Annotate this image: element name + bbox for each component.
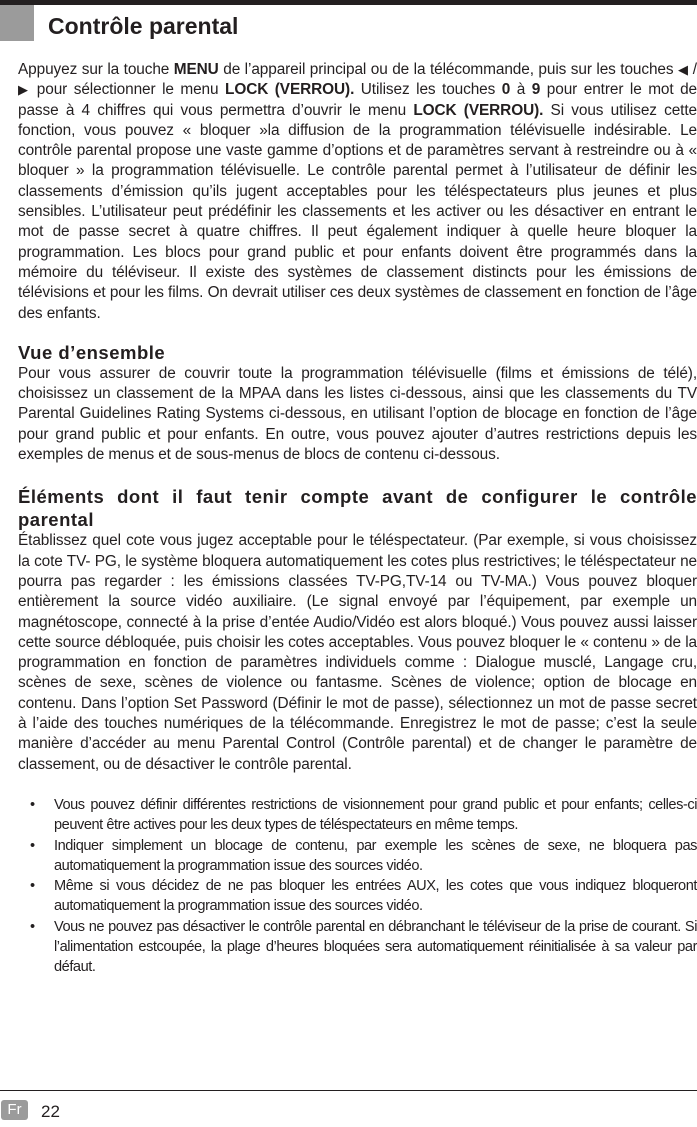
menu-key-label: MENU (173, 61, 219, 78)
overview-paragraph: Pour vous assurer de couvrir toute la programmation télévisuelle (films et émissions de télé), choisissez un classement de la MPAA dans les listes ci-dessous, ainsi que les classements du TV Parental Guidelines Rating Systems ci-dessous, en utilisant l’option de blocage en fonction de l’âge pour grand public et pour enfants. En outre, vous pouvez ajouter d’autres restrictions depuis les exemples de menus et de sous-menus de blocs de contenu ci-dessous. (18, 364, 697, 464)
lock-menu-label: LOCK (VERROU). (225, 81, 355, 99)
page-number: 22 (41, 1102, 60, 1121)
header-accent-box (0, 5, 34, 41)
footer-rule (0, 1090, 697, 1091)
intro-paragraph: Appuyez sur la touche MENU de l’appareil principal ou de la télécommande, puis sur les touches ◀ / ▶ pour sélectionner le menu LOCK (VERROU). Utilisez les touches 0 à 9 pour entrer le mot de passe à 4 chiffres qui vous permettra d’ouvrir le menu LOCK (VERROU). Si vous utilisez cette fonction, vous pouvez « bloquer »la diffusion de la programmation télévisuelle indésirable. Le contrôle parental propose une vaste gamme d’options et de paramètres servant à restreindre ou à « bloquer » la programmation télévisuelle. Le contrôle parental permet à l’utilisateur de définir les classements d’émission qu’ils jugent acceptables pour les téléspectateurs plus jeunes et plus sensibles. L’utilisateur peut prédéfinir les classements et les activer ou les désactiver en entrant le mot de passe secret à quatre chiffres. Il peut également indiquer à quelle heure bloquer la programmation. Les blocs pour grand public et pour enfants doivent être programmés dans la mémoire du téléviseur. Il existe des systèmes de classement distincts pour les émissions de télévisions et pour les films. On devrait utiliser ces deux systèmes de classement en fonction de l’âge des enfants. (18, 61, 697, 322)
page-content (18, 60, 697, 978)
lock-menu-label-2: LOCK (VERROU). (413, 101, 544, 119)
key-zero-label: 0 (501, 81, 511, 99)
language-badge: Fr (1, 1100, 28, 1120)
top-rule (0, 0, 697, 5)
list-item: • Indiquer simplement un blocage de contenu, par exemple les scènes de sexe, ne bloquera pas automatiquement la programmation issue des sources vidéo. (18, 836, 697, 877)
key-nine-label: 9 (531, 81, 541, 99)
considerations-paragraph: Établissez quel cote vous jugez acceptable pour le téléspectateur. (Par exemple, si vous choisissez la cote TV- PG, le système bloquera automatiquement les cotes plus restrictives; le téléspectateur ne pourra pas regarder : les émissions classées TV-PG,TV-14 ou TV-MA.) Vous pouvez bloquer entièrement la source vidéo auxiliaire. (Le signal envoyé par l’équipement, par exemple un magnétoscope, connecté à la prise d’entée Audio/Vidéo est alors bloqué.) Vous pouvez aussi laisser cette source débloquée, puis choisir les cotes acceptables. Vous pouvez bloquer le « contenu » de la programmation en fonction de paramètres individuels comme : Dialogue musclé, Langage cru, scènes de sexe, scènes de violence ou fantasme. Scènes de violence; option de blocage en contenu. Dans l’option Set Password (Définir le mot de passe), sélectionnez un mot de passe secret à l’aide des touches numériques de la télécommande. Enregistrez le mot de passe; c’est la seule manière d’accéder au menu Parental Control (Contrôle parental) et de changer le paramètre de classement, ou de désactiver le contrôle parental. (18, 532, 697, 773)
left-arrow-icon: ◀ (678, 62, 689, 77)
considerations-heading: Éléments dont il faut tenir compte avant de configurer le contrôle parental (18, 486, 697, 531)
page-title: Contrôle parental (48, 13, 239, 39)
list-item: • Même si vous décidez de ne pas bloquer les entrées AUX, les cotes que vous indiquez bloqueront automatiquement la programmation issue des sources vidéo. (18, 876, 697, 917)
right-arrow-icon: ▶ (18, 82, 31, 98)
notes-list (18, 795, 697, 978)
list-item: • Vous ne pouvez pas désactiver le contrôle parental en débranchant le téléviseur de la prise de courant. Si l’alimentation estcoupée, la plage d’heures bloquées sera automatiquement réinitialisée à sa valeur par défaut. (18, 917, 697, 978)
overview-heading: Vue d’ensemble (18, 341, 166, 363)
list-item: • Vous pouvez définir différentes restrictions de visionnement pour grand public et pour enfants; celles-ci peuvent être actives pour les deux types de téléspectateurs en même temps. (18, 795, 697, 836)
